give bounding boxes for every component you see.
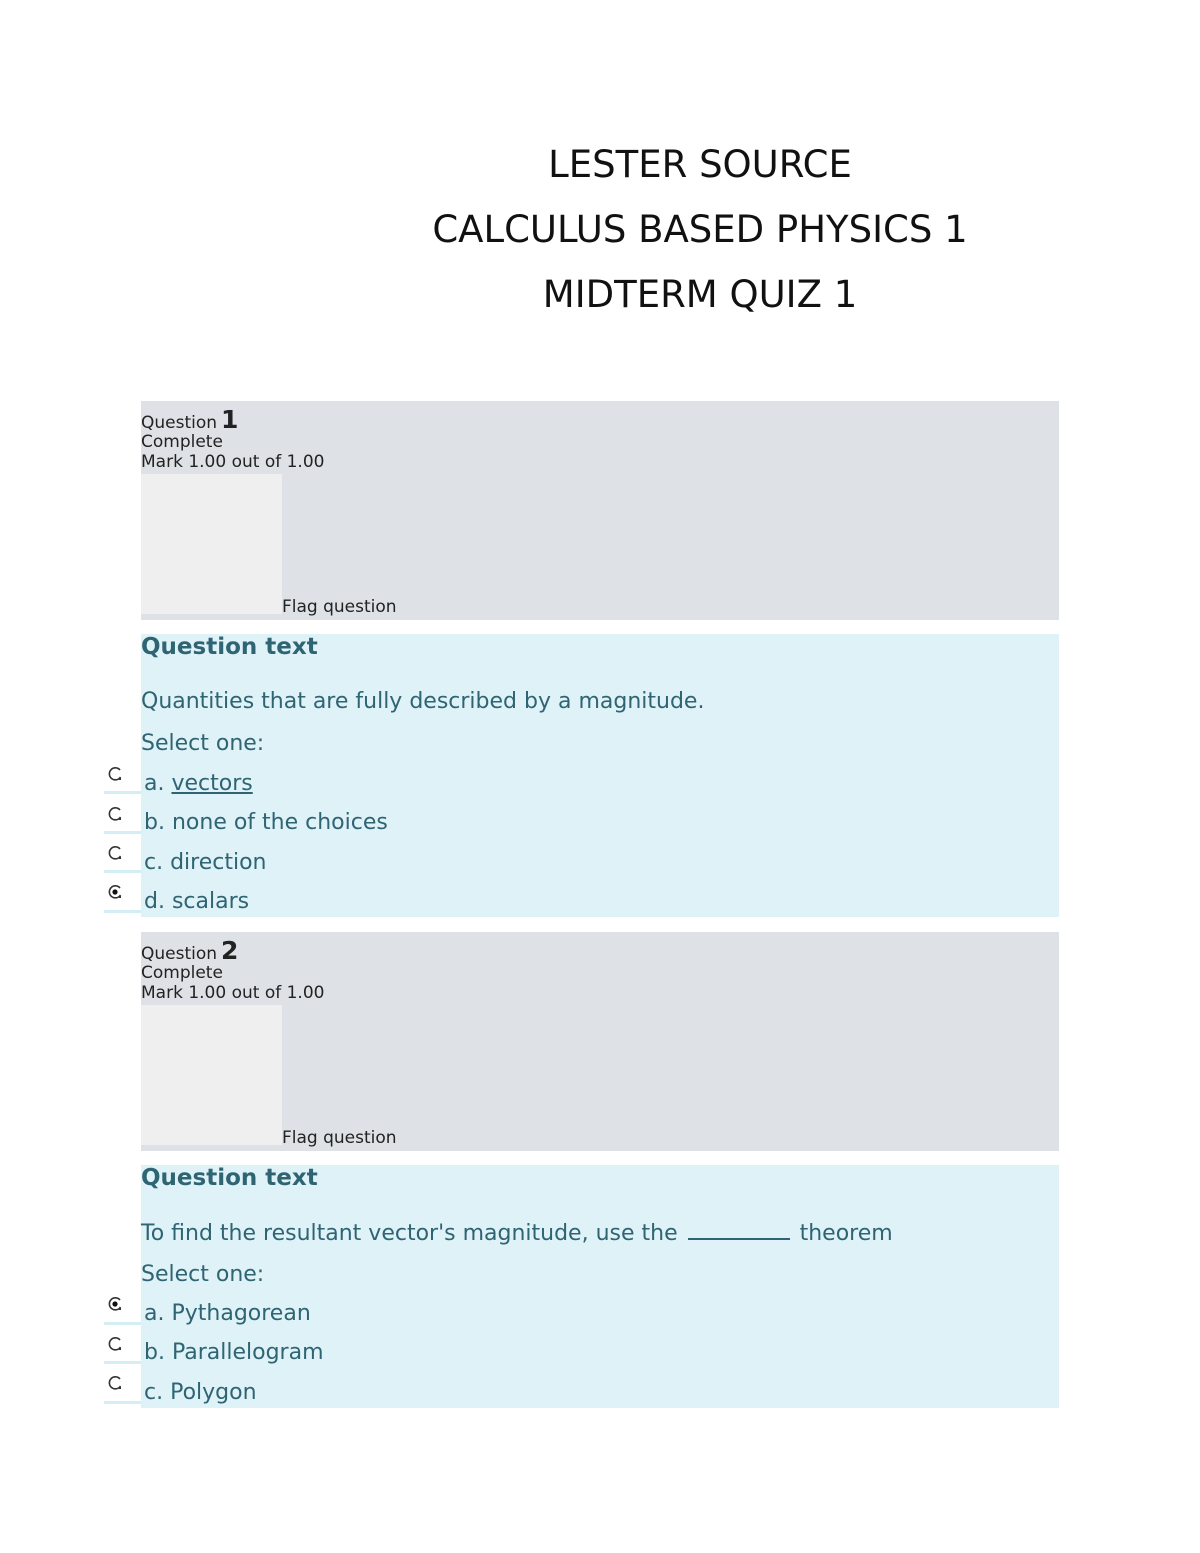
question-2-text	[141, 1220, 893, 1246]
question-number: 2	[221, 936, 239, 965]
option-text: Parallelogram	[171, 1340, 324, 1365]
question-1-prompt: Select one:	[141, 731, 265, 756]
radio-underline	[104, 1322, 141, 1325]
question-1-label	[141, 405, 238, 434]
option-letter: a.	[144, 771, 165, 796]
option-text: scalars	[171, 889, 250, 914]
question-1-option-a[interactable]	[144, 771, 253, 796]
question-2-heading: Question text	[141, 1165, 318, 1191]
question-1-info	[141, 401, 1059, 620]
question-1-text: Quantities that are fully described by a magnitude.	[141, 689, 705, 714]
question-number: 1	[221, 405, 239, 434]
fill-in-blank	[688, 1220, 790, 1240]
option-text: none of the choices	[171, 810, 388, 835]
radio-underline	[104, 870, 141, 873]
question-2-prompt: Select one:	[141, 1262, 265, 1287]
question-2-flag-link[interactable]: Flag question	[282, 1128, 397, 1148]
option-text: vectors	[171, 771, 253, 796]
question-2-grade: Mark 1.00 out of 1.00	[141, 983, 325, 1003]
question-1-heading: Question text	[141, 634, 318, 660]
option-text: direction	[170, 850, 267, 875]
radio-button-icon[interactable]	[107, 766, 123, 782]
radio-button-selected-icon[interactable]	[107, 884, 123, 900]
question-1-state: Complete	[141, 432, 223, 452]
question-2-label	[141, 936, 238, 965]
question-2-state: Complete	[141, 963, 223, 983]
question-2-option-b[interactable]	[144, 1340, 324, 1365]
question-1-flag-area	[141, 474, 282, 614]
option-text: Polygon	[170, 1380, 257, 1405]
document-title-line-2: CALCULUS BASED PHYSICS 1	[432, 208, 968, 251]
radio-button-selected-icon[interactable]	[107, 1296, 123, 1312]
option-letter: a.	[144, 1301, 165, 1326]
option-letter: b.	[144, 1340, 165, 1365]
radio-underline	[104, 910, 141, 913]
question-2-flag-area	[141, 1005, 282, 1145]
question-2-info	[141, 932, 1059, 1151]
option-text: Pythagorean	[171, 1301, 311, 1326]
option-letter: d.	[144, 889, 165, 914]
document-title-line-3: MIDTERM QUIZ 1	[542, 273, 858, 316]
radio-underline	[104, 1401, 141, 1404]
question-1-content	[141, 634, 1059, 917]
question-text-before-blank: To find the resultant vector's magnitude, use the	[141, 1221, 678, 1246]
radio-button-icon[interactable]	[107, 806, 123, 822]
radio-underline	[104, 791, 141, 794]
question-2-option-a[interactable]	[144, 1301, 311, 1326]
question-1-option-d[interactable]	[144, 889, 249, 914]
document-title-line-1: LESTER SOURCE	[548, 143, 852, 186]
radio-button-icon[interactable]	[107, 1375, 123, 1391]
question-label-text: Question	[141, 944, 218, 964]
radio-underline	[104, 1361, 141, 1364]
option-letter: c.	[144, 1380, 164, 1405]
radio-button-icon[interactable]	[107, 845, 123, 861]
question-1-flag-link[interactable]: Flag question	[282, 597, 397, 617]
question-text-after-blank: theorem	[799, 1221, 893, 1246]
radio-underline	[104, 831, 141, 834]
question-1-option-c[interactable]	[144, 850, 267, 875]
question-2-option-c[interactable]	[144, 1380, 257, 1405]
radio-button-icon[interactable]	[107, 1336, 123, 1352]
option-letter: c.	[144, 850, 164, 875]
question-1-grade: Mark 1.00 out of 1.00	[141, 452, 325, 472]
question-2-content	[141, 1165, 1059, 1408]
option-letter: b.	[144, 810, 165, 835]
question-label-text: Question	[141, 413, 218, 433]
question-1-option-b[interactable]	[144, 810, 388, 835]
